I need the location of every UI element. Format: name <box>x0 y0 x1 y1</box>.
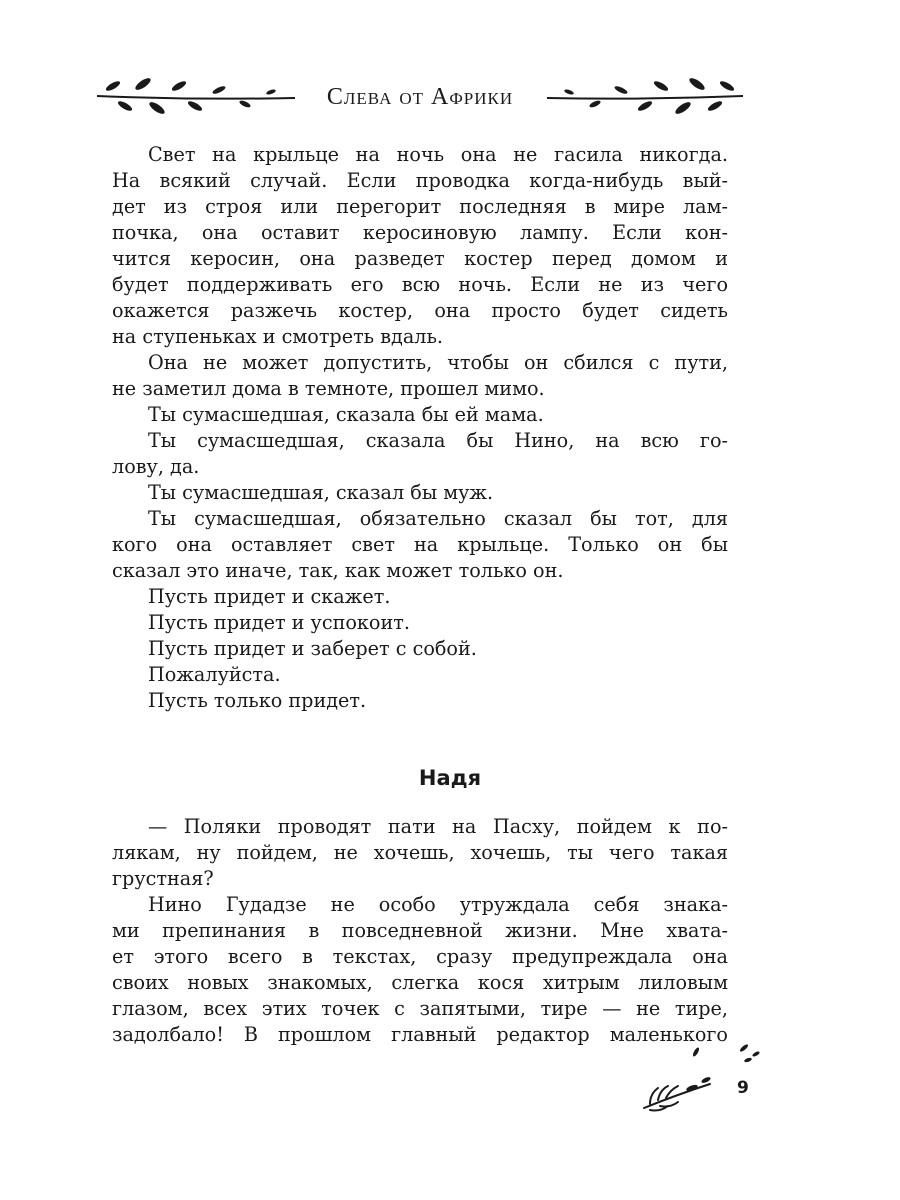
text-line: чится керосин, она разведет костер перед домом и <box>112 247 728 270</box>
text-line: лову, да. <box>112 455 200 478</box>
text-block-part1 <box>112 142 728 714</box>
text-line: ет этого всего в текстах, сразу предупреждала она <box>112 945 728 968</box>
running-header <box>95 70 745 120</box>
running-title: Слева от Африки <box>326 84 514 110</box>
text-line: ми препинания в повседневной жизни. Мне хвата- <box>112 919 728 942</box>
text-line: грустная? <box>112 867 214 890</box>
text-line: Пусть придет и успокоит. <box>148 611 410 634</box>
text-line: Пусть придет и заберет с собой. <box>148 637 477 660</box>
text-line: Пусть только придет. <box>148 689 367 712</box>
text-line: дет из строя или перегорит последняя в мире лам- <box>112 195 728 218</box>
text-line: Ты сумасшедшая, обязательно сказал бы тот, для <box>148 507 728 530</box>
text-line: — Поляки проводят пати на Пасху, пойдем к по- <box>148 815 728 838</box>
text-line: лякам, ну пойдем, не хочешь, хочешь, ты чего такая <box>112 841 728 864</box>
text-line: будет поддерживать его всю ночь. Если не из чего <box>112 273 728 296</box>
text-line: своих новых знакомых, слегка кося хитрым лиловым <box>112 971 728 994</box>
text-line: Нино Гудадзе не особо утруждала себя знака- <box>148 893 728 916</box>
text-line: Ты сумасшедшая, сказала бы ей мама. <box>148 403 544 426</box>
text-line: задолбало! В прошлом главный редактор маленького <box>112 1023 728 1046</box>
text-line: На всякий случай. Если проводка когда-нибудь вый- <box>112 169 728 192</box>
text-line: Она не может допустить, чтобы он сбился с пути, <box>148 351 728 374</box>
text-line: Свет на крыльце на ночь она не гасила никогда. <box>148 143 728 166</box>
text-line: Пожалуйста. <box>148 663 281 686</box>
text-line: сказал это иначе, так, как может только он. <box>112 559 564 582</box>
text-line: Ты сумасшедшая, сказал бы муж. <box>148 481 494 504</box>
text-line: кого она оставляет свет на крыльце. Только он бы <box>112 533 728 556</box>
text-line: Пусть придет и скажет. <box>148 585 391 608</box>
text-line: Ты сумасшедшая, сказала бы Нино, на всю го- <box>148 429 728 452</box>
text-line: глазом, всех этих точек с запятыми, тире — не тире, <box>112 997 728 1020</box>
text-block-part2 <box>112 814 728 1048</box>
text-line: почка, она оставит керосиновую лампу. Если кон- <box>112 221 728 244</box>
text-line: на ступеньках и смотреть вдаль. <box>112 325 444 348</box>
page-number: 9 <box>737 1078 749 1098</box>
text-line: не заметил дома в темноте, прошел мимо. <box>112 377 545 400</box>
section-title: Надя <box>418 766 482 790</box>
text-line: окажется разжечь костер, она просто будет сидеть <box>112 299 728 322</box>
